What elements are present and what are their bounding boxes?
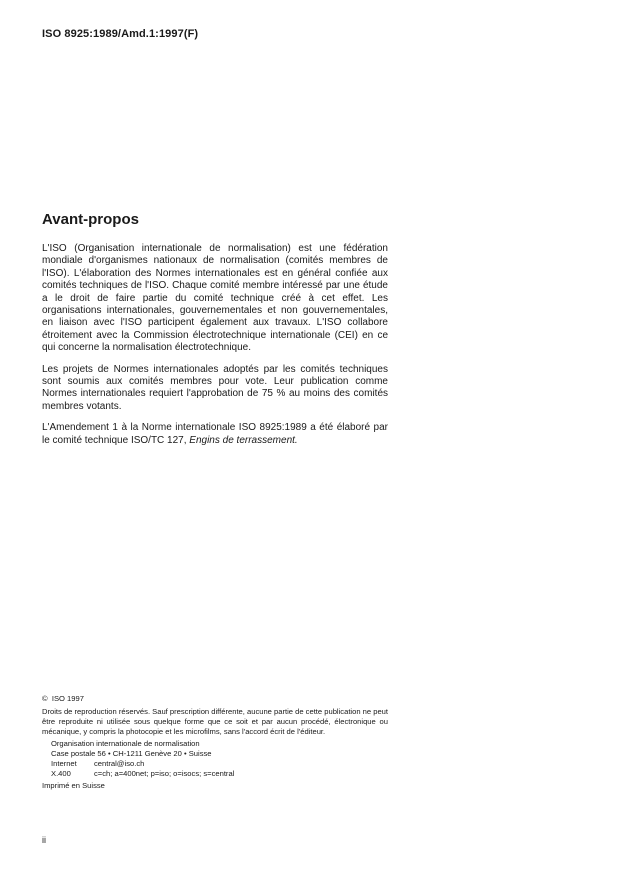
internet-label: Internet <box>51 759 77 768</box>
paragraph-amendment <box>42 422 388 447</box>
x400-label: X.400 <box>51 769 71 778</box>
x400-row <box>51 769 388 779</box>
copyright-icon: © <box>42 694 48 703</box>
copyright-block <box>42 694 388 791</box>
committee-title: Engins de terrassement. <box>189 434 298 446</box>
amendment-text: L'Amendement 1 à la Norme internationale ISO 8925:1989 a été élaboré par le comité technique ISO/TC 127, <box>42 422 388 446</box>
x400-value: c=ch; a=400net; p=iso; o=isocs; s=central <box>94 769 235 778</box>
printed-in: Imprimé en Suisse <box>42 781 105 790</box>
publisher-address <box>51 739 388 779</box>
document-identifier: ISO 8925:1989/Amd.1:1997(F) <box>42 28 199 40</box>
rights-notice: Droits de reproduction réservés. Sauf prescription différente, aucune partie de cette publication ne peut être reproduite ni utilisée sous quelque forme que ce soit et par aucun procédé, électronique ou mécanique, y compris la photocopie et les microfilms, sans l'accord écrit de l'éditeur. <box>42 707 389 736</box>
copyright-line <box>42 694 388 704</box>
internet-row <box>51 759 388 769</box>
internet-value: central@iso.ch <box>94 759 145 768</box>
page-number: ii <box>42 835 46 845</box>
publisher-name: Organisation internationale de normalisation <box>51 739 200 748</box>
paragraph-iso-description: L'ISO (Organisation internationale de normalisation) est une fédération mondiale d'organismes nationaux de normalisation (comités membres de l'ISO). L'élaboration des Normes internationales est en général confiée aux comités techniques de l'ISO. Chaque comité membre intéressé par une étude a le droit de faire partie du comité technique créé à cet effet. Les organisations internationales, gouvernementales et non gouvernementales, en liaison avec l'ISO participent également aux travaux. L'ISO collabore étroitement avec la Commission électrotechnique internationale (CEI) en ce qui concerne la normalisation électrotechnique. <box>42 243 388 354</box>
postal-address: Case postale 56 • CH-1211 Genève 20 • Suisse <box>51 749 212 758</box>
paragraph-draft-standards: Les projets de Normes internationales adoptés par les comités techniques sont soumis aux comités membres pour vote. Leur publication comme Normes internationales requiert l'approbation de 75 % au moins des comités membres votants. <box>42 363 388 412</box>
copyright-owner: ISO 1997 <box>51 694 84 703</box>
page-title: Avant-propos <box>42 211 139 228</box>
foreword-body <box>42 243 388 456</box>
